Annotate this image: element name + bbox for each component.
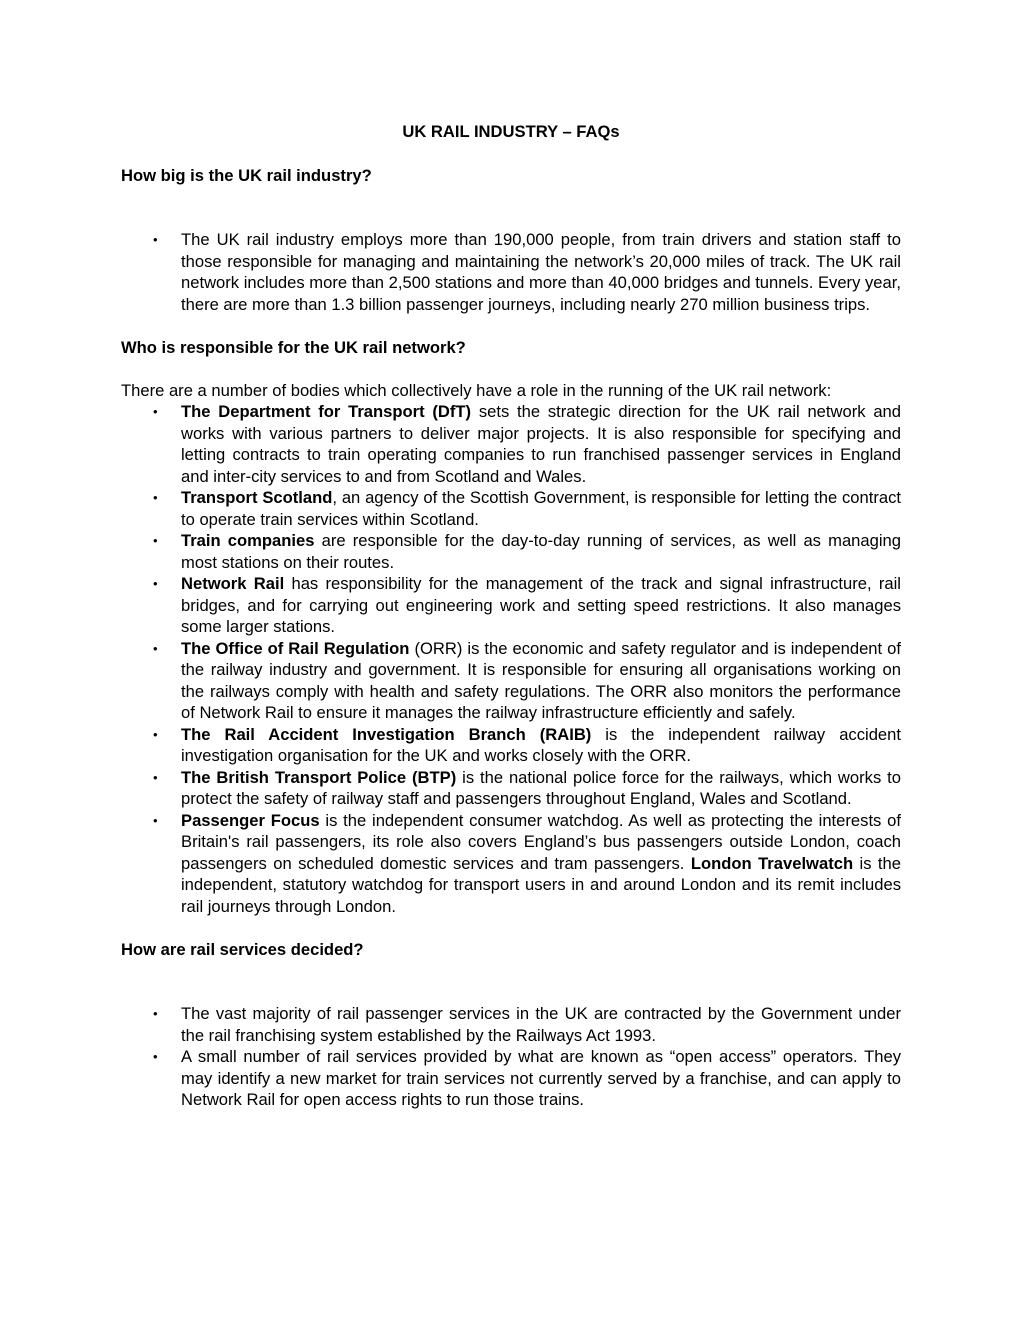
bullet-list (121, 1003, 901, 1111)
list-item-text: , an agency of the Scottish Government, is responsible for letting the contract to operate train services within Scotland. (181, 488, 901, 529)
list-item (121, 810, 901, 918)
bullet-dot-icon: • (153, 640, 158, 656)
section-heading: How are rail services decided? (121, 939, 364, 959)
bullet-dot-icon: • (153, 1049, 158, 1064)
section-heading: Who is responsible for the UK rail network? (121, 337, 466, 357)
bullet-dot-icon: • (153, 490, 158, 505)
list-item-text: The UK rail industry employs more than 190,000 people, from train drivers and station staff to those responsible for managing and maintaining the network’s 20,000 miles of track. The UK rail network includes more than 2,500 stations and more than 40,000 bridges and tunnels. Every year, there are more than 1.3 billion passenger journeys, including nearly 270 million business trips. (181, 230, 901, 314)
bullet-dot-icon: • (153, 769, 158, 785)
spacer (121, 982, 901, 1004)
list-item-text: sets the strategic direction for the UK rail network and works with various partners to deliver major projects. It is also responsible for specifying and letting contracts to train operating companies to run franchised passenger services in England and inter-city services to and from Scotland and Wales. (181, 402, 902, 486)
list-item (121, 767, 901, 810)
list-item-text: has responsibility for the management of the track and signal infrastructure, rail bridges, and for carrying out engineering work and setting speed restrictions. It also manages some larger stations. (181, 574, 901, 636)
list-item (121, 229, 901, 315)
list-item (121, 401, 901, 487)
spacer (121, 358, 901, 380)
spacer (121, 315, 901, 337)
list-item-text-secondary: is the independent, statutory watchdog for transport users in and around London and its remit includes rail journeys through London. (181, 853, 901, 916)
list-item-text: A small number of rail services provided by what are known as “open access” operators. They may identify a new market for train services not currently served by a franchise, and can apply to Network Rail for open access rights to run those trains. (181, 1047, 901, 1109)
spacer (121, 917, 901, 939)
list-item (121, 487, 901, 530)
list-item-text: is the independent consumer watchdog. As well as protecting the interests of Britain's rail passengers, its role also covers England’s bus passengers outside London, coach passengers on scheduled domestic services and tram passengers. (181, 810, 901, 873)
body-name: The Rail Accident Investigation Branch (RAIB) (181, 724, 592, 744)
bullet-dot-icon: • (153, 576, 158, 591)
body-name: The Department for Transport (DfT) (181, 402, 472, 421)
section-heading: How big is the UK rail industry? (121, 165, 372, 185)
bullet-dot-icon: • (153, 1006, 158, 1021)
body-name: The Office of Rail Regulation (181, 638, 410, 658)
body-name-secondary: London Travelwatch (690, 853, 854, 873)
section-intro: There are a number of bodies which collectively have a role in the running of the UK rail network: (121, 380, 832, 400)
list-item (121, 573, 901, 638)
spacer (121, 208, 901, 230)
body-name: Network Rail (181, 574, 285, 593)
spacer (121, 143, 901, 165)
list-item-text: The vast majority of rail passenger services in the UK are contracted by the Government under the rail franchising system established by the Railways Act 1993. (181, 1004, 901, 1045)
list-item-text: is the independent railway accident investigation organisation for the UK and works closely with the ORR. (181, 724, 902, 765)
list-item-text: are responsible for the day-to-day running of services, as well as managing most stations on their routes. (181, 531, 901, 572)
faq-section-services-decided (121, 939, 901, 1111)
bullet-dot-icon: • (153, 232, 158, 247)
bullet-list (121, 229, 901, 315)
bullet-dot-icon: • (153, 726, 158, 742)
body-name: Transport Scotland (181, 488, 333, 507)
document-page (121, 121, 901, 1111)
spacer (121, 186, 901, 208)
list-item (121, 724, 901, 767)
list-item (121, 1046, 901, 1111)
spacer (121, 960, 901, 982)
list-item (121, 638, 901, 724)
faq-section-industry-size (121, 165, 901, 316)
bullet-list (121, 401, 901, 917)
faq-section-responsibility (121, 337, 901, 918)
list-item (121, 1003, 901, 1046)
list-item (121, 530, 901, 573)
list-item-text: (ORR) is the economic and safety regulator and is independent of the railway industry and government. It is responsible for ensuring all organisations working on the railways comply with health and safety regulations. The ORR also monitors the performance of Network Rail to ensure it manages the railway infrastructure efficiently and safely. (181, 638, 901, 722)
body-name: Passenger Focus (181, 810, 320, 830)
bullet-dot-icon: • (153, 812, 158, 828)
document-title: UK RAIL INDUSTRY – FAQs (402, 122, 620, 141)
bullet-dot-icon: • (153, 533, 158, 548)
body-name: Train companies (181, 531, 315, 550)
body-name: The British Transport Police (BTP) (181, 767, 457, 787)
list-item-text: is the national police force for the railways, which works to protect the safety of railway staff and passengers throughout England, Wales and Scotland. (181, 767, 901, 808)
bullet-dot-icon: • (153, 404, 158, 419)
